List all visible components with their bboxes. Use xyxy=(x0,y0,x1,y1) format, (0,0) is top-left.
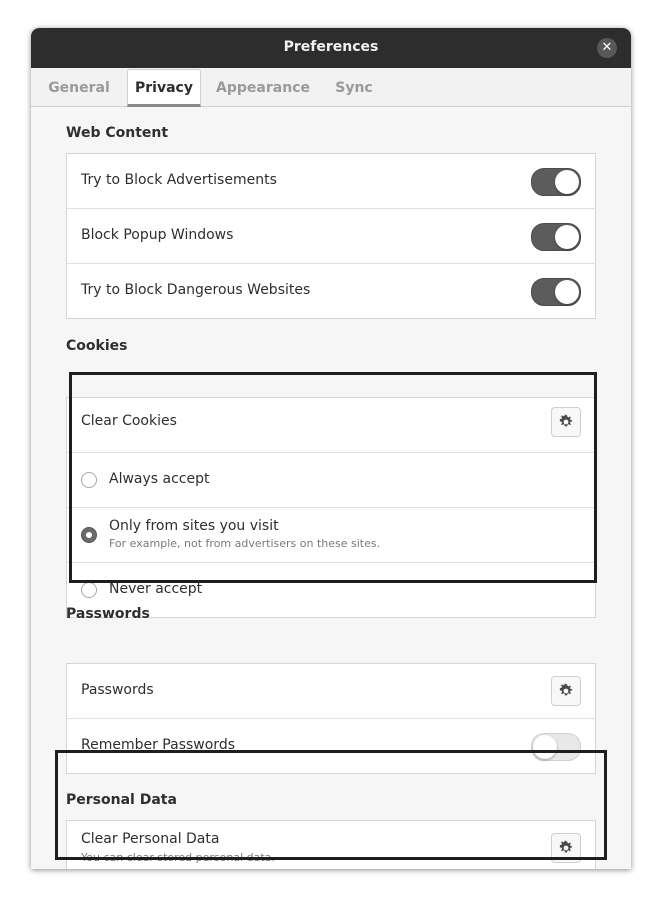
remember-passwords-label: Remember Passwords xyxy=(81,737,235,753)
passwords-label: Passwords xyxy=(81,682,154,698)
always-accept-label: Always accept xyxy=(109,471,210,487)
tab-sync[interactable]: Sync xyxy=(335,80,373,96)
gear-icon xyxy=(558,414,574,430)
passwords-settings-button[interactable] xyxy=(551,676,581,706)
block-dangerous-label: Try to Block Dangerous Websites xyxy=(81,282,311,298)
only-visited-label: Only from sites you visit xyxy=(109,518,279,534)
clear-personal-data-label: Clear Personal Data xyxy=(81,831,220,847)
tab-general[interactable]: General xyxy=(48,80,110,96)
remember-passwords-toggle[interactable] xyxy=(531,733,581,761)
gear-icon xyxy=(558,840,574,856)
tab-privacy[interactable]: Privacy xyxy=(127,69,201,107)
block-dangerous-row xyxy=(67,264,595,318)
clear-personal-data-subtitle: You can clear stored personal data. xyxy=(81,851,275,864)
tab-appearance[interactable]: Appearance xyxy=(216,80,310,96)
titlebar xyxy=(31,28,631,68)
toggle-knob xyxy=(533,735,557,759)
block-dangerous-toggle[interactable] xyxy=(531,278,581,306)
never-accept-radio[interactable] xyxy=(81,582,97,598)
block-ads-toggle[interactable] xyxy=(531,168,581,196)
passwords-heading: Passwords xyxy=(66,606,150,622)
clear-cookies-row xyxy=(67,398,595,453)
remember-passwords-row xyxy=(67,719,595,773)
personal-data-heading: Personal Data xyxy=(66,792,177,808)
clear-cookies-settings-button[interactable] xyxy=(551,407,581,437)
web-content-heading: Web Content xyxy=(66,125,169,141)
gear-icon xyxy=(558,683,574,699)
toggle-knob xyxy=(555,225,579,249)
tab-bar xyxy=(31,68,631,107)
personal-data-card xyxy=(66,820,596,869)
block-ads-row xyxy=(67,154,595,209)
window-title: Preferences xyxy=(283,39,379,55)
close-button[interactable] xyxy=(597,38,617,58)
web-content-card xyxy=(66,153,596,319)
privacy-content xyxy=(31,107,631,869)
always-accept-radio[interactable] xyxy=(81,472,97,488)
only-visited-radio[interactable] xyxy=(81,527,97,543)
block-popups-label: Block Popup Windows xyxy=(81,227,234,243)
preferences-window xyxy=(31,28,631,869)
clear-personal-data-settings-button[interactable] xyxy=(551,833,581,863)
cookies-card xyxy=(66,397,596,618)
clear-cookies-label: Clear Cookies xyxy=(81,413,177,429)
never-accept-label: Never accept xyxy=(109,581,203,597)
clear-personal-data-row xyxy=(67,821,595,869)
block-popups-toggle[interactable] xyxy=(531,223,581,251)
cookies-heading: Cookies xyxy=(66,338,128,354)
block-popups-row xyxy=(67,209,595,264)
passwords-card xyxy=(66,663,596,774)
close-icon: ✕ xyxy=(601,40,613,55)
block-ads-label: Try to Block Advertisements xyxy=(81,172,277,188)
only-visited-subtitle: For example, not from advertisers on these sites. xyxy=(109,537,381,550)
passwords-row xyxy=(67,664,595,719)
toggle-knob xyxy=(555,280,579,304)
cookies-option-always[interactable] xyxy=(67,453,595,508)
toggle-knob xyxy=(555,170,579,194)
cookies-option-visited[interactable] xyxy=(67,508,595,563)
